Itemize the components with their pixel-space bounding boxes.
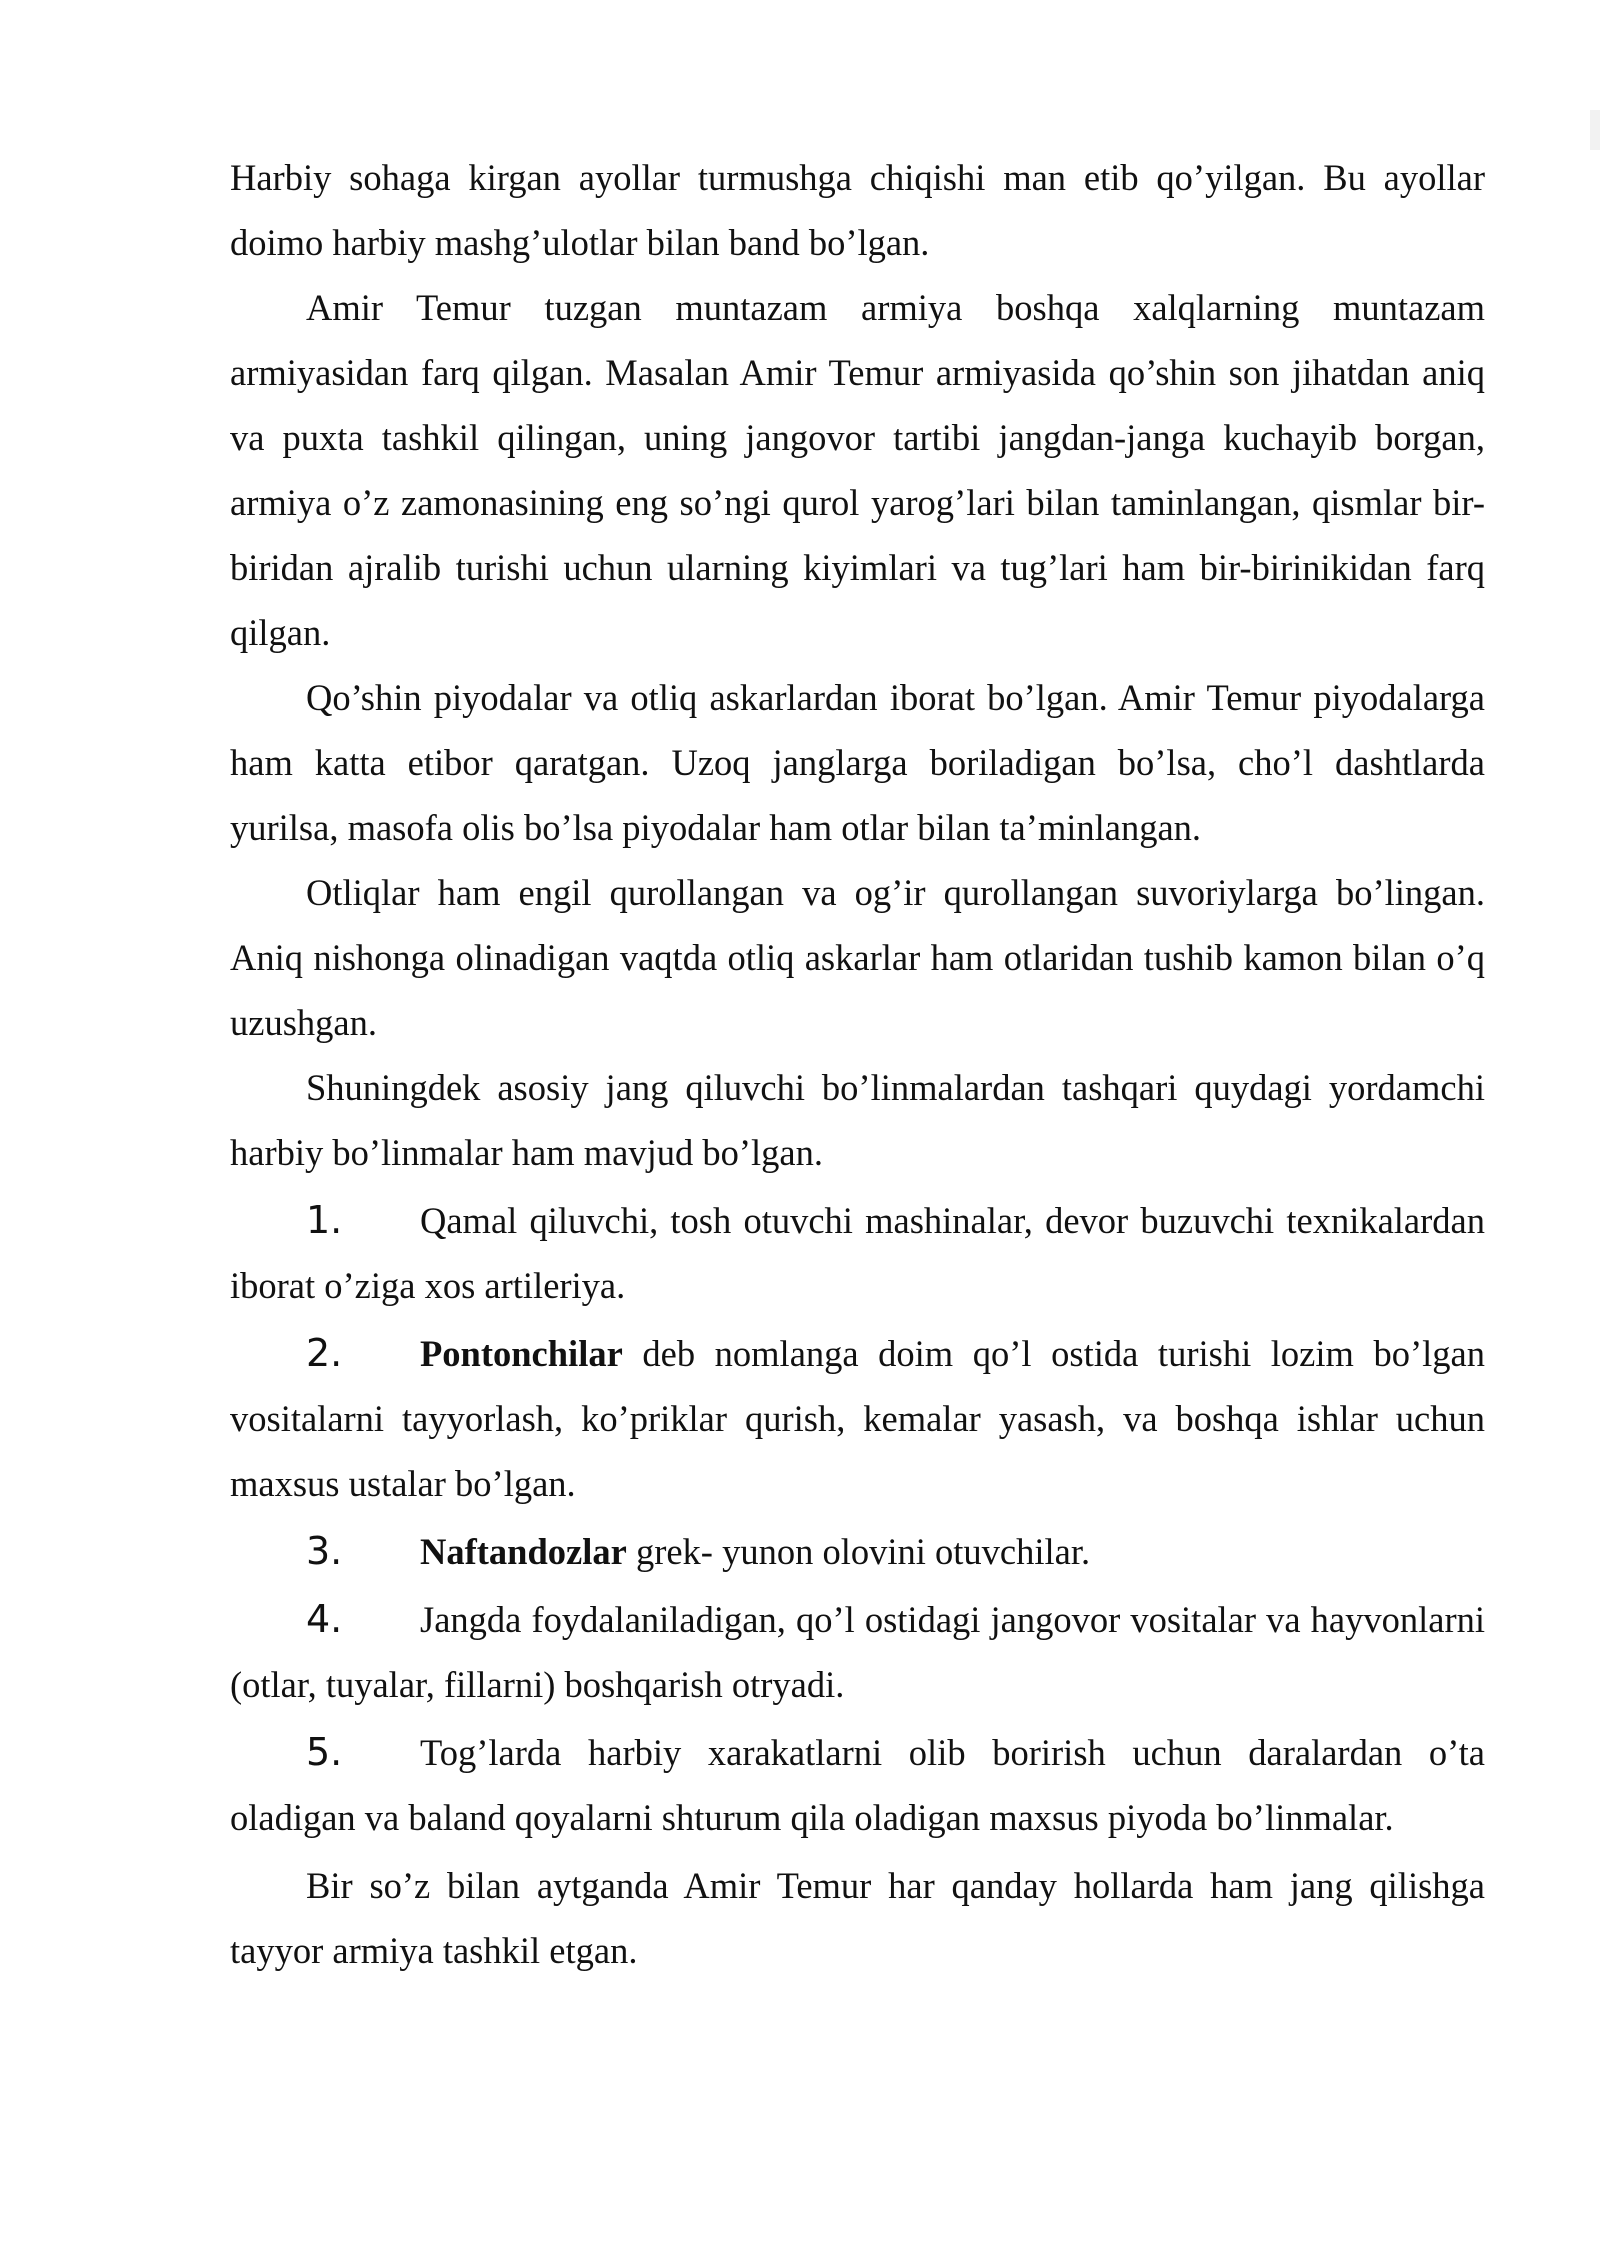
paragraph-infantry-cavalry: Qo’shin piyodalar va otliq askarlardan iborat bo’lgan. Amir Temur piyodalarga ham katta etibor qaratgan. Uzoq janglarga boriladigan bo’lsa, cho’l dashtlarda yurilsa, masofa olis bo’lsa piyodalar ham otlar bilan ta’minlangan. [230,677,1485,848]
list-item-bold-term: Naftandozlar [420,1531,627,1572]
paragraph-conclusion: Bir so’z bilan aytganda Amir Temur har qanday hollarda ham jang qilishga tayyor armiya tashkil etgan. [230,1865,1485,1971]
list-item-text: grek- yunon olovini otuvchilar. [626,1531,1091,1572]
list-item-text: Jangda foydalaniladigan, qo’l ostidagi jangovor vositalar va hayvonlarni (otlar, tuyalar, fillarni) boshqarish otryadi. [230,1599,1485,1705]
list-item-text: Qamal qiluvchi, tosh otuvchi mashinalar, devor buzuvchi texnikalardan iborat o’ziga xos artileriya. [230,1200,1485,1306]
paragraph-regular-army: Amir Temur tuzgan muntazam armiya boshqa xalqlarning muntazam armiyasidan farq qilgan. Masalan Amir Temur armiyasida qo’shin son jihatdan aniq va puxta tashkil qilingan, uning jangovor tartibi jangdan-janga kuchayib borgan, armiya o’z zamonasining eng so’ngi qurol yarog’lari bilan taminlangan, qismlar bir-biridan ajralib turishi uchun ularning kiyimlari va tug’lari ham bir-birinikidan farq qilgan. [230,287,1485,653]
paragraph-women-soldiers: Harbiy sohaga kirgan ayollar turmushga chiqishi man etib qo’yilgan. Bu ayollar doimo harbiy mashg’ulotlar bilan band bo’lgan. [230,157,1485,263]
page-edge-shadow [1590,110,1600,150]
list-number: 3. [306,1529,343,1573]
list-number: 1. [306,1198,343,1242]
list-item-naphtha-throwers [230,1519,1485,1584]
list-item-text: Tog’larda harbiy xarakatlarni olib borirish uchun daralardan o’ta oladigan va baland qoyalarni shturum qila oladigan maxsus piyoda bo’linmalar. [230,1732,1485,1838]
list-number: 4. [306,1597,343,1641]
list-item-text: deb nomlanga doim qo’l ostida turishi lozim bo’lgan vositalarni tayyorlash, ko’priklar qurish, kemalar yasash, va boshqa ishlar uchun maxsus ustalar bo’lgan. [230,1333,1485,1504]
list-item-bold-term: Pontonchilar [420,1333,623,1374]
list-item-mountain-infantry [230,1720,1485,1850]
list-item-pontoon-builders [230,1321,1485,1516]
list-item-animal-detachment [230,1587,1485,1717]
list-number: 5. [306,1730,343,1774]
list-item-siege-artillery [230,1188,1485,1318]
document-body [230,145,1485,1983]
paragraph-auxiliary-units-intro: Shuningdek asosiy jang qiluvchi bo’linmalardan tashqari quydagi yordamchi harbiy bo’linmalar ham mavjud bo’lgan. [230,1067,1485,1173]
paragraph-cavalry-types: Otliqlar ham engil qurollangan va og’ir qurollangan suvoriylarga bo’lingan. Aniq nishonga olinadigan vaqtda otliq askarlar ham otlaridan tushib kamon bilan o’q uzushgan. [230,872,1485,1043]
list-number: 2. [306,1331,343,1375]
